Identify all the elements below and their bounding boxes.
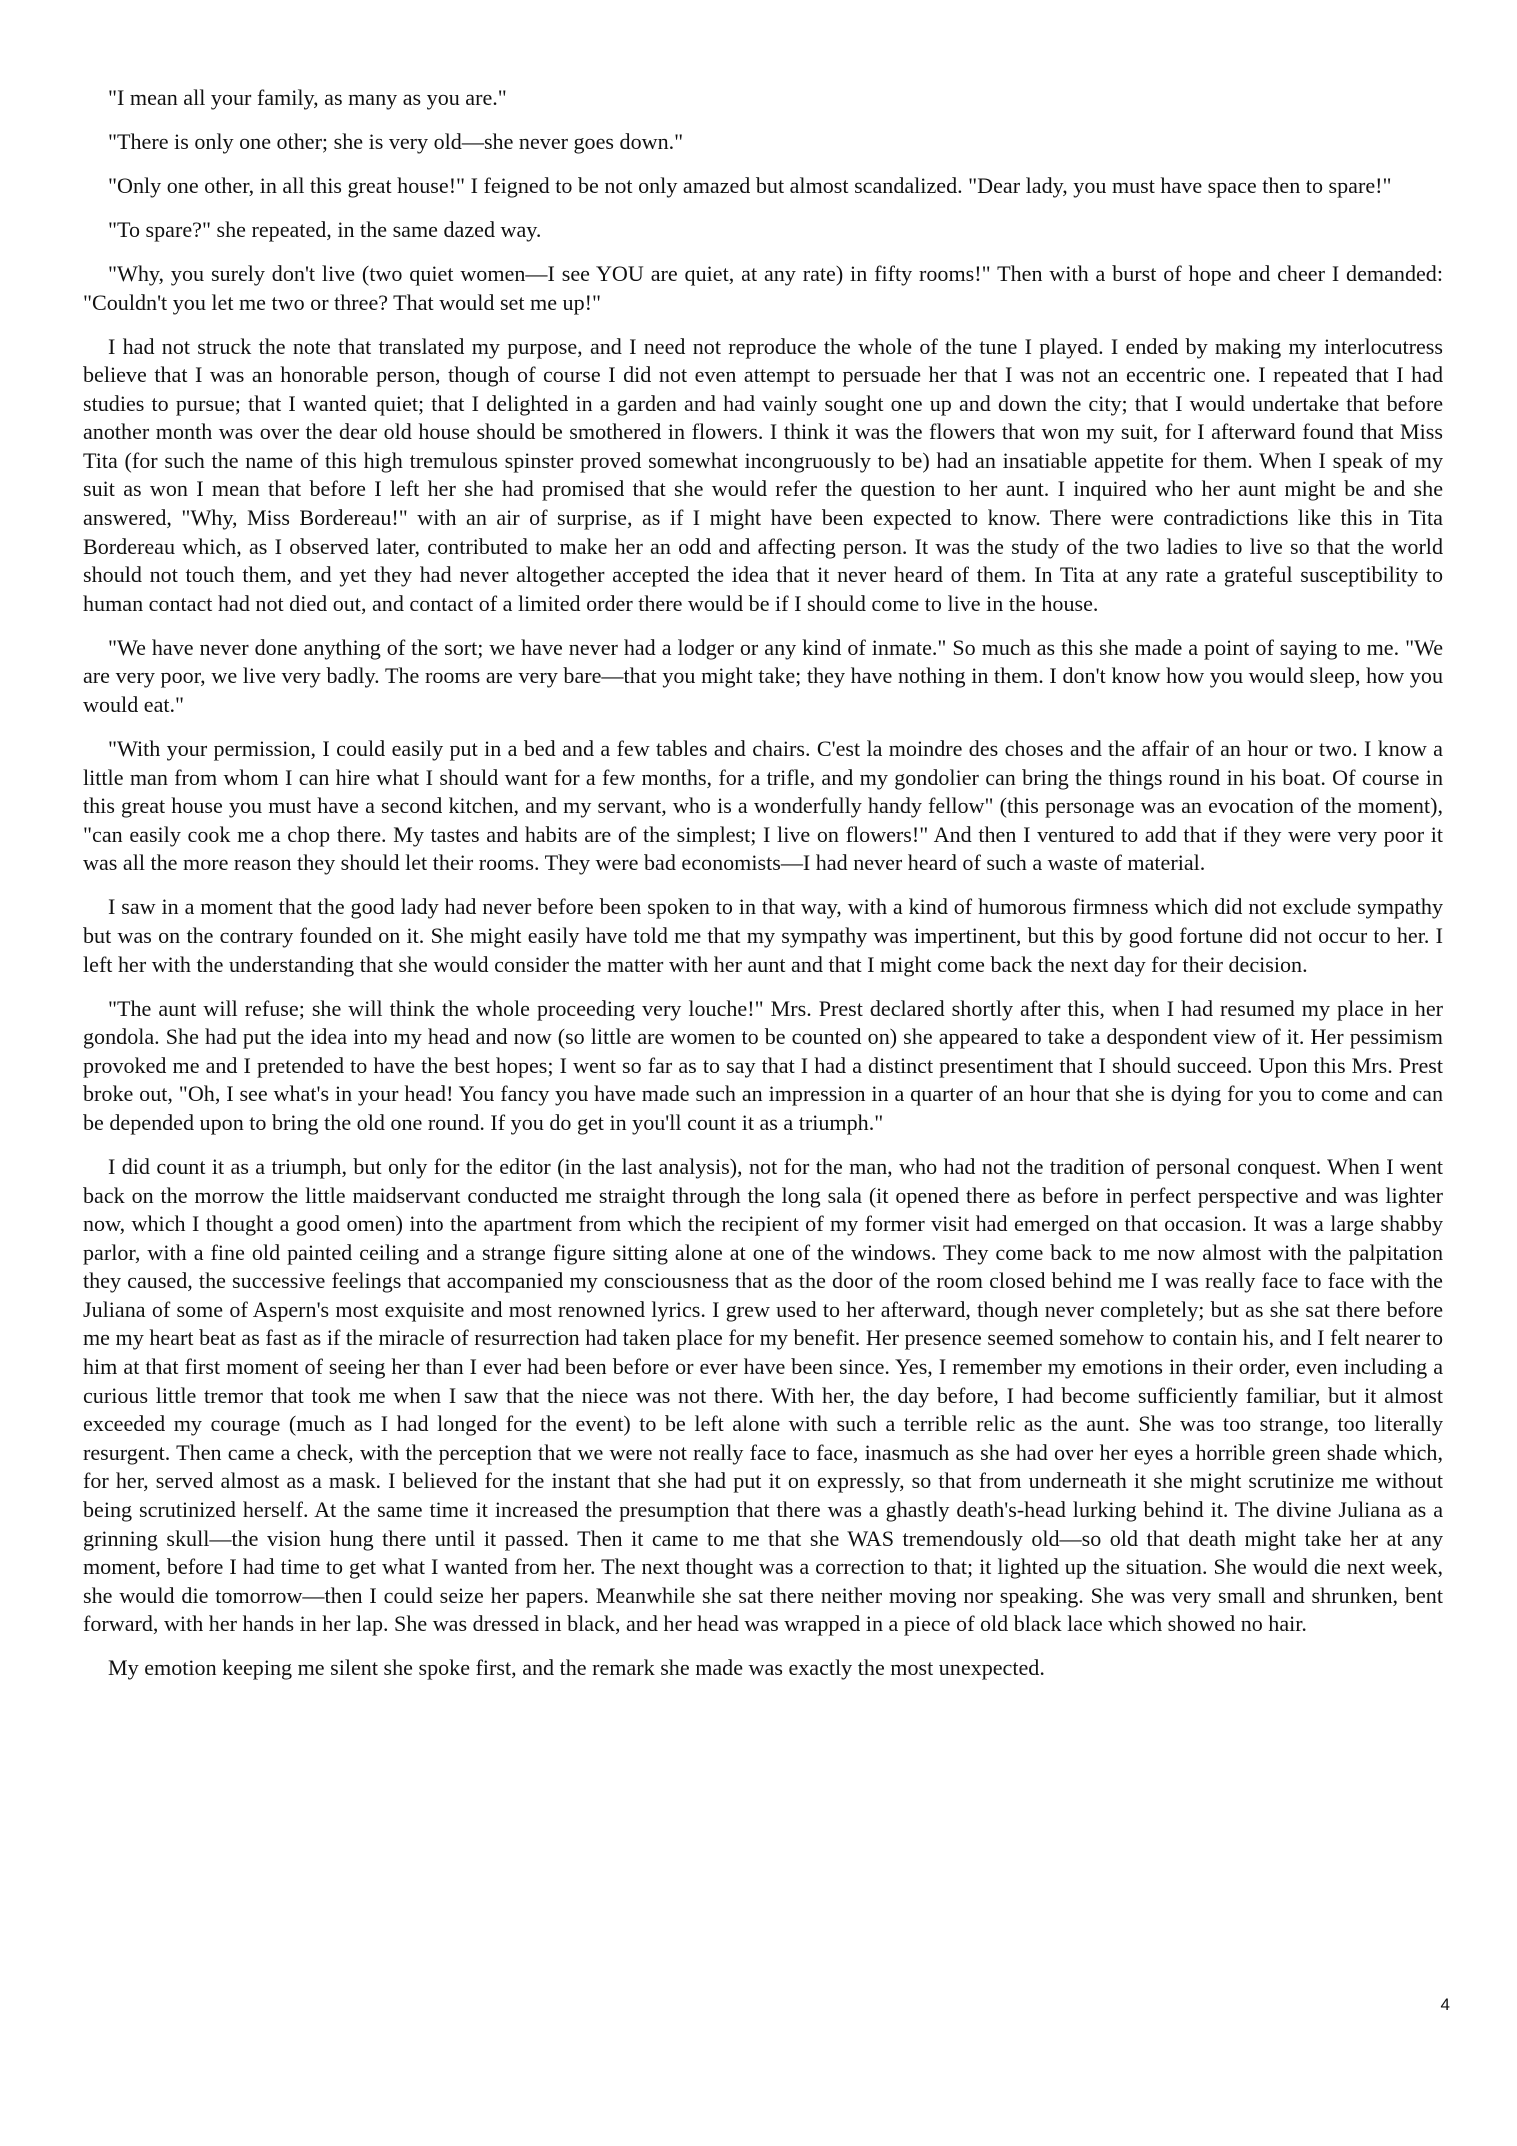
document-body [83,84,1443,1698]
paragraph: "Only one other, in all this great house!" I feigned to be not only amazed but almost scandalized. "Dear lady, you must have space then to spare!" [108,172,1392,198]
paragraph: "We have never done anything of the sort; we have never had a lodger or any kind of inmate." So much as this she made a point of saying to me. "We are very poor, we live very badly. The rooms are very bare—that you might take; they have nothing in them. I don't know how you would sleep, how you would eat." [83,634,1443,718]
paragraph: "With your permission, I could easily put in a bed and a few tables and chairs. C'est la moindre des choses and the affair of an hour or two. I know a little man from whom I can hire what I should want for a few months, for a trifle, and my gondolier can bring the things round in his boat. Of course in this great house you must have a second kitchen, and my servant, who is a wonderfully handy fellow" (this personage was an evocation of the moment), "can easily cook me a chop there. My tastes and habits are of the simplest; I live on flowers!" And then I ventured to add that if they were very poor it was all the more reason they should let their rooms. They were bad economists—I had never heard of such a waste of material. [83,736,1443,876]
paragraph: "Why, you surely don't live (two quiet women—I see YOU are quiet, at any rate) in fifty rooms!" Then with a burst of hope and cheer I demanded: "Couldn't you let me two or three? That would set me up!" [83,260,1443,315]
paragraph: "There is only one other; she is very old—she never goes down." [108,128,684,154]
paragraph: I saw in a moment that the good lady had never before been spoken to in that way, with a kind of humorous firmness which did not exclude sympathy but was on the contrary founded on it. She might easily have told me that my sympathy was impertinent, but this by good fortune did not occur to her. I left her with the understanding that she would consider the matter with her aunt and that I might come back the next day for their decision. [83,894,1443,977]
paragraph: My emotion keeping me silent she spoke first, and the remark she made was exactly the most unexpected. [108,1655,1045,1681]
paragraph: I had not struck the note that translated my purpose, and I need not reproduce the whole of the tune I played. I ended by making my interlocutress believe that I was an honorable person, though of course I did not even attempt to persuade her that I was not an eccentric one. I repeated that I had studies to pursue; that I wanted quiet; that I delighted in a garden and had vainly sought one up and down the city; that I would undertake that before another month was over the dear old house should be smothered in flowers. I think it was the flowers that won my suit, for I afterward found that Miss Tita (for such the name of this high tremulous spinster proved somewhat incongruously to be) had an insatiable appetite for them. When I speak of my suit as won I mean that before I left her she had promised that she would refer the question to her aunt. I inquired who her aunt might be and she answered, "Why, Miss Bordereau!" with an air of surprise, as if I might have been expected to know. There were contradictions like this in Tita Bordereau which, as I observed later, contributed to make her an odd and affecting person. It was the study of the two ladies to live so that the world should not touch them, and yet they had never altogether accepted the idea that it never heard of them. In Tita at any rate a grateful susceptibility to human contact had not died out, and contact of a limited order there would be if I should come to live in the house. [83,333,1443,616]
paragraph: I did count it as a triumph, but only for the editor (in the last analysis), not for the man, who had not the tradition of personal conquest. When I went back on the morrow the little maidservant conducted me straight through the long sala (it opened there as before in perfect perspective and was lighter now, which I thought a good omen) into the apartment from which the recipient of my former visit had emerged on that occasion. It was a large shabby parlor, with a fine old painted ceiling and a strange figure sitting alone at one of the windows. They come back to me now almost with the palpitation they caused, the successive feelings that accompanied my consciousness that as the door of the room closed behind me I was really face to face with the Juliana of some of Aspern's most exquisite and most renowned lyrics. I grew used to her afterward, though never completely; but as she sat there before me my heart beat as fast as if the miracle of resurrection had taken place for my benefit. Her presence seemed somehow to contain his, and I felt nearer to him at that first moment of seeing her than I ever had been before or ever have been since. Yes, I remember my emotions in their order, even including a curious little tremor that took me when I saw that the niece was not there. With her, the day before, I had become sufficiently familiar, but it almost exceeded my courage (much as I had longed for the event) to be left alone with such a terrible relic as the aunt. She was too strange, too literally resurgent. Then came a check, with the perception that we were not really face to face, inasmuch as she had over her eyes a horrible green shade which, for her, served almost as a mask. I believed for the instant that she had put it on expressly, so that from underneath it she might scrutinize me without being scrutinized herself. At the same time it increased the presumption that there was a ghastly death's-head lurking behind it. The divine Juliana as a grinning skull—the vision hung there until it passed. Then it came to me that she WAS tremendously old—so old that death might take her at any moment, before I had time to get what I wanted from her. The next thought was a correction to that; it lighted up the situation. She would die next week, she would die tomorrow—then I could seize her papers. Meanwhile she sat there neither moving nor speaking. She was very small and shrunken, bent forward, with her hands in her lap. She was dressed in black, and her head was wrapped in a piece of old black lace which showed no hair. [83,1153,1443,1637]
page-number: 4 [1440,1995,1450,2014]
paragraph: "To spare?" she repeated, in the same dazed way. [108,216,542,242]
paragraph: "I mean all your family, as many as you are." [108,85,507,110]
paragraph: "The aunt will refuse; she will think the whole proceeding very louche!" Mrs. Prest declared shortly after this, when I had resumed my place in her gondola. She had put the idea into my head and now (so little are women to be counted on) she appeared to take a despondent view of it. Her pessimism provoked me and I pretended to have the best hopes; I went so far as to say that I had a distinct presentiment that I should succeed. Upon this Mrs. Prest broke out, "Oh, I see what's in your head! You fancy you have made such an impression in a quarter of an hour that she is dying for you to come and can be depended upon to bring the old one round. If you do get in you'll count it as a triumph." [83,995,1443,1135]
